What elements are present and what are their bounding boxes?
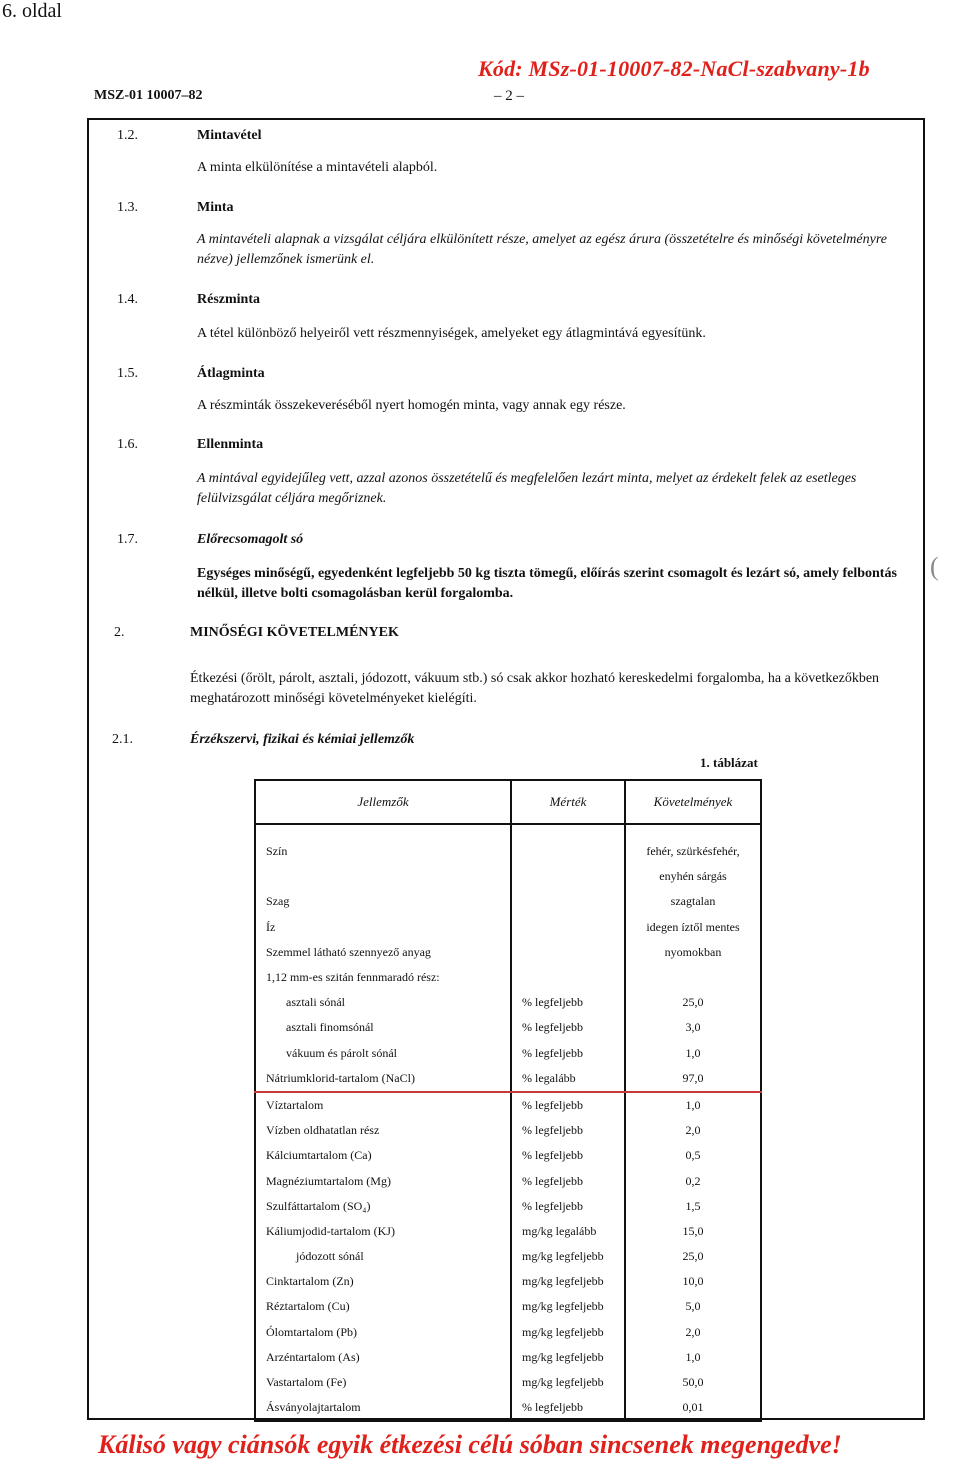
cell-requirement: szagtalan xyxy=(625,889,761,914)
cell-requirement: 2,0 xyxy=(625,1320,761,1345)
cell-property: Réztartalom (Cu) xyxy=(255,1294,511,1319)
table-row xyxy=(255,1269,761,1294)
cell-property: Cinktartalom (Zn) xyxy=(255,1269,511,1294)
scan-mark-icon: ( xyxy=(930,552,939,581)
section-title: Érzékszervi, fizikai és kémiai jellemzők xyxy=(190,732,415,747)
section-body: A mintával egyidejűleg vett, azzal azonos összetételű és megfelelően lezárt minta, melyet az érdekelt felek az esetleges felülvizsgálat céljára megőriznek. xyxy=(197,471,857,506)
table-row xyxy=(255,1370,761,1395)
page-number: – 2 – xyxy=(494,88,524,104)
cell-property: Ásványolajtartalom xyxy=(255,1395,511,1421)
cell-unit: mg/kg legalább xyxy=(511,1219,625,1244)
table-row xyxy=(255,1294,761,1319)
cell-property: 1,12 mm-es szitán fennmaradó rész: xyxy=(255,965,511,990)
cell-unit: % legalább xyxy=(511,1066,625,1092)
cell-requirement: 25,0 xyxy=(625,1244,761,1269)
cell-unit: mg/kg legfeljebb xyxy=(511,1244,625,1269)
table-row xyxy=(255,1143,761,1168)
section-number: 1.3. xyxy=(117,200,138,215)
table-header-row xyxy=(255,780,761,824)
cell-unit: % legfeljebb xyxy=(511,1092,625,1118)
cell-unit xyxy=(511,889,625,914)
table-row xyxy=(255,1066,761,1092)
cell-property: Víztartalom xyxy=(255,1092,511,1118)
cell-unit xyxy=(511,965,625,990)
section-body: A tétel különböző helyeiről vett részmennyiségek, amelyeket egy átlagmintává egyesítünk. xyxy=(197,326,706,341)
section-body: A mintavételi alapnak a vizsgálat céljára elkülönített része, amelyet az egész árura (összetételre és minőségi követelményre nézve) jellemzőnek ismerünk el. xyxy=(197,232,887,267)
cell-property: Magnéziumtartalom (Mg) xyxy=(255,1168,511,1193)
cell-unit: % legfeljebb xyxy=(511,1168,625,1193)
cell-property: Szulfáttartalom (SO₄) xyxy=(255,1194,511,1219)
column-header-property: Jellemzők xyxy=(255,780,511,824)
cell-unit: mg/kg legfeljebb xyxy=(511,1320,625,1345)
table-row xyxy=(255,1395,761,1421)
cell-requirement: 2,0 xyxy=(625,1118,761,1143)
table-row xyxy=(255,915,761,940)
cell-property: vákuum és párolt sónál xyxy=(255,1041,511,1066)
table-row xyxy=(255,1168,761,1193)
section-number: 1.7. xyxy=(117,532,138,547)
table-row xyxy=(255,1092,761,1118)
cell-property: Vastartalom (Fe) xyxy=(255,1370,511,1395)
table-row xyxy=(255,1320,761,1345)
section-body: Egységes minőségű, egyedenként legfeljebb 50 kg tiszta tömegű, előírás szerint csomagolt és lezárt só, amely felbontás nélkül, illetve bolti csomagolásban kerül forgalomba. xyxy=(197,566,897,601)
cell-unit xyxy=(511,915,625,940)
section-number: 2.1. xyxy=(112,732,133,747)
column-header-requirement: Követelmények xyxy=(625,780,761,824)
cell-unit: mg/kg legfeljebb xyxy=(511,1269,625,1294)
section-title: Részminta xyxy=(197,292,260,307)
cell-unit: % legfeljebb xyxy=(511,1041,625,1066)
cell-property: Szín xyxy=(255,824,511,864)
table-row xyxy=(255,1041,761,1066)
cell-requirement: 15,0 xyxy=(625,1219,761,1244)
section-body: Étkezési (őrölt, párolt, asztali, jódozott, vákuum stb.) só csak akkor hozható kereskedelmi forgalomba, ha a következőkben meghatározott minőségi követelményeket kielégíti. xyxy=(190,671,880,706)
cell-requirement: 25,0 xyxy=(625,990,761,1015)
cell-requirement: 0,2 xyxy=(625,1168,761,1193)
bottom-warning-note: Kálisó vagy ciánsók egyik étkezési célú sóban sincsenek megengedve! xyxy=(98,1430,842,1459)
cell-unit: mg/kg legfeljebb xyxy=(511,1345,625,1370)
cell-requirement: 0,5 xyxy=(625,1143,761,1168)
cell-unit: mg/kg legfeljebb xyxy=(511,1294,625,1319)
cell-requirement: 1,0 xyxy=(625,1092,761,1118)
section-number: 1.6. xyxy=(117,437,138,452)
table-row xyxy=(255,1194,761,1219)
standard-number: MSZ-01 10007–82 xyxy=(94,88,203,103)
cell-property: jódozott sónál xyxy=(255,1244,511,1269)
cell-requirement: 0,01 xyxy=(625,1395,761,1421)
cell-requirement: 5,0 xyxy=(625,1294,761,1319)
cell-unit: % legfeljebb xyxy=(511,1143,625,1168)
table-row xyxy=(255,1118,761,1143)
cell-unit: % legfeljebb xyxy=(511,1395,625,1421)
cell-requirement: 1,0 xyxy=(625,1345,761,1370)
section-body: A minta elkülönítése a mintavételi alapból. xyxy=(197,160,438,175)
column-header-unit: Mérték xyxy=(511,780,625,824)
cell-requirement: nyomokban xyxy=(625,940,761,965)
cell-requirement: 97,0 xyxy=(625,1066,761,1092)
section-title: Mintavétel xyxy=(197,128,262,143)
cell-property: Íz xyxy=(255,915,511,940)
cell-unit: mg/kg legfeljebb xyxy=(511,1370,625,1395)
cell-property: Vízben oldhatatlan rész xyxy=(255,1118,511,1143)
section-number: 1.4. xyxy=(117,292,138,307)
table-row xyxy=(255,824,761,864)
section-title: MINŐSÉGI KÖVETELMÉNYEK xyxy=(190,625,399,640)
cell-property: Nátriumklorid-tartalom (NaCl) xyxy=(255,1066,511,1092)
cell-requirement: 1,0 xyxy=(625,1041,761,1066)
cell-property: Káliumjodid-tartalom (KJ) xyxy=(255,1219,511,1244)
section-number: 1.2. xyxy=(117,128,138,143)
section-title: Minta xyxy=(197,200,234,215)
cell-property xyxy=(255,864,511,889)
cell-property: Kálciumtartalom (Ca) xyxy=(255,1143,511,1168)
document-code: Kód: MSz-01-10007-82-NaCl-szabvany-1b xyxy=(478,56,870,81)
requirements-table xyxy=(254,779,762,1422)
table-row xyxy=(255,940,761,965)
cell-requirement: 50,0 xyxy=(625,1370,761,1395)
page-label: 6. oldal xyxy=(2,0,62,22)
table-row xyxy=(255,1244,761,1269)
cell-unit: % legfeljebb xyxy=(511,1194,625,1219)
section-number: 1.5. xyxy=(117,366,138,381)
cell-requirement: 10,0 xyxy=(625,1269,761,1294)
table-row xyxy=(255,1345,761,1370)
table-row xyxy=(255,990,761,1015)
cell-requirement: enyhén sárgás xyxy=(625,864,761,889)
section-title: Átlagminta xyxy=(197,366,265,381)
cell-property: asztali finomsónál xyxy=(255,1015,511,1040)
table-caption: 1. táblázat xyxy=(700,755,758,770)
section-number: 2. xyxy=(114,625,125,640)
section-body: A részminták összekeveréséből nyert homogén minta, vagy annak egy része. xyxy=(197,398,626,413)
cell-property: Arzéntartalom (As) xyxy=(255,1345,511,1370)
cell-requirement: idegen íztől mentes xyxy=(625,915,761,940)
table-row xyxy=(255,1015,761,1040)
section-title: Ellenminta xyxy=(197,437,264,452)
cell-requirement xyxy=(625,965,761,990)
cell-requirement: 1,5 xyxy=(625,1194,761,1219)
cell-unit xyxy=(511,864,625,889)
cell-requirement: fehér, szürkésfehér, xyxy=(625,824,761,864)
table-row xyxy=(255,1219,761,1244)
table-row xyxy=(255,864,761,889)
cell-property: Szag xyxy=(255,889,511,914)
cell-unit: % legfeljebb xyxy=(511,1015,625,1040)
cell-unit: % legfeljebb xyxy=(511,990,625,1015)
cell-unit: % legfeljebb xyxy=(511,1118,625,1143)
cell-property: asztali sónál xyxy=(255,990,511,1015)
cell-property: Szemmel látható szennyező anyag xyxy=(255,940,511,965)
cell-property: Ólomtartalom (Pb) xyxy=(255,1320,511,1345)
cell-unit xyxy=(511,940,625,965)
cell-requirement: 3,0 xyxy=(625,1015,761,1040)
cell-unit xyxy=(511,824,625,864)
table-row xyxy=(255,965,761,990)
section-title: Előrecsomagolt só xyxy=(197,532,304,547)
table-row xyxy=(255,889,761,914)
